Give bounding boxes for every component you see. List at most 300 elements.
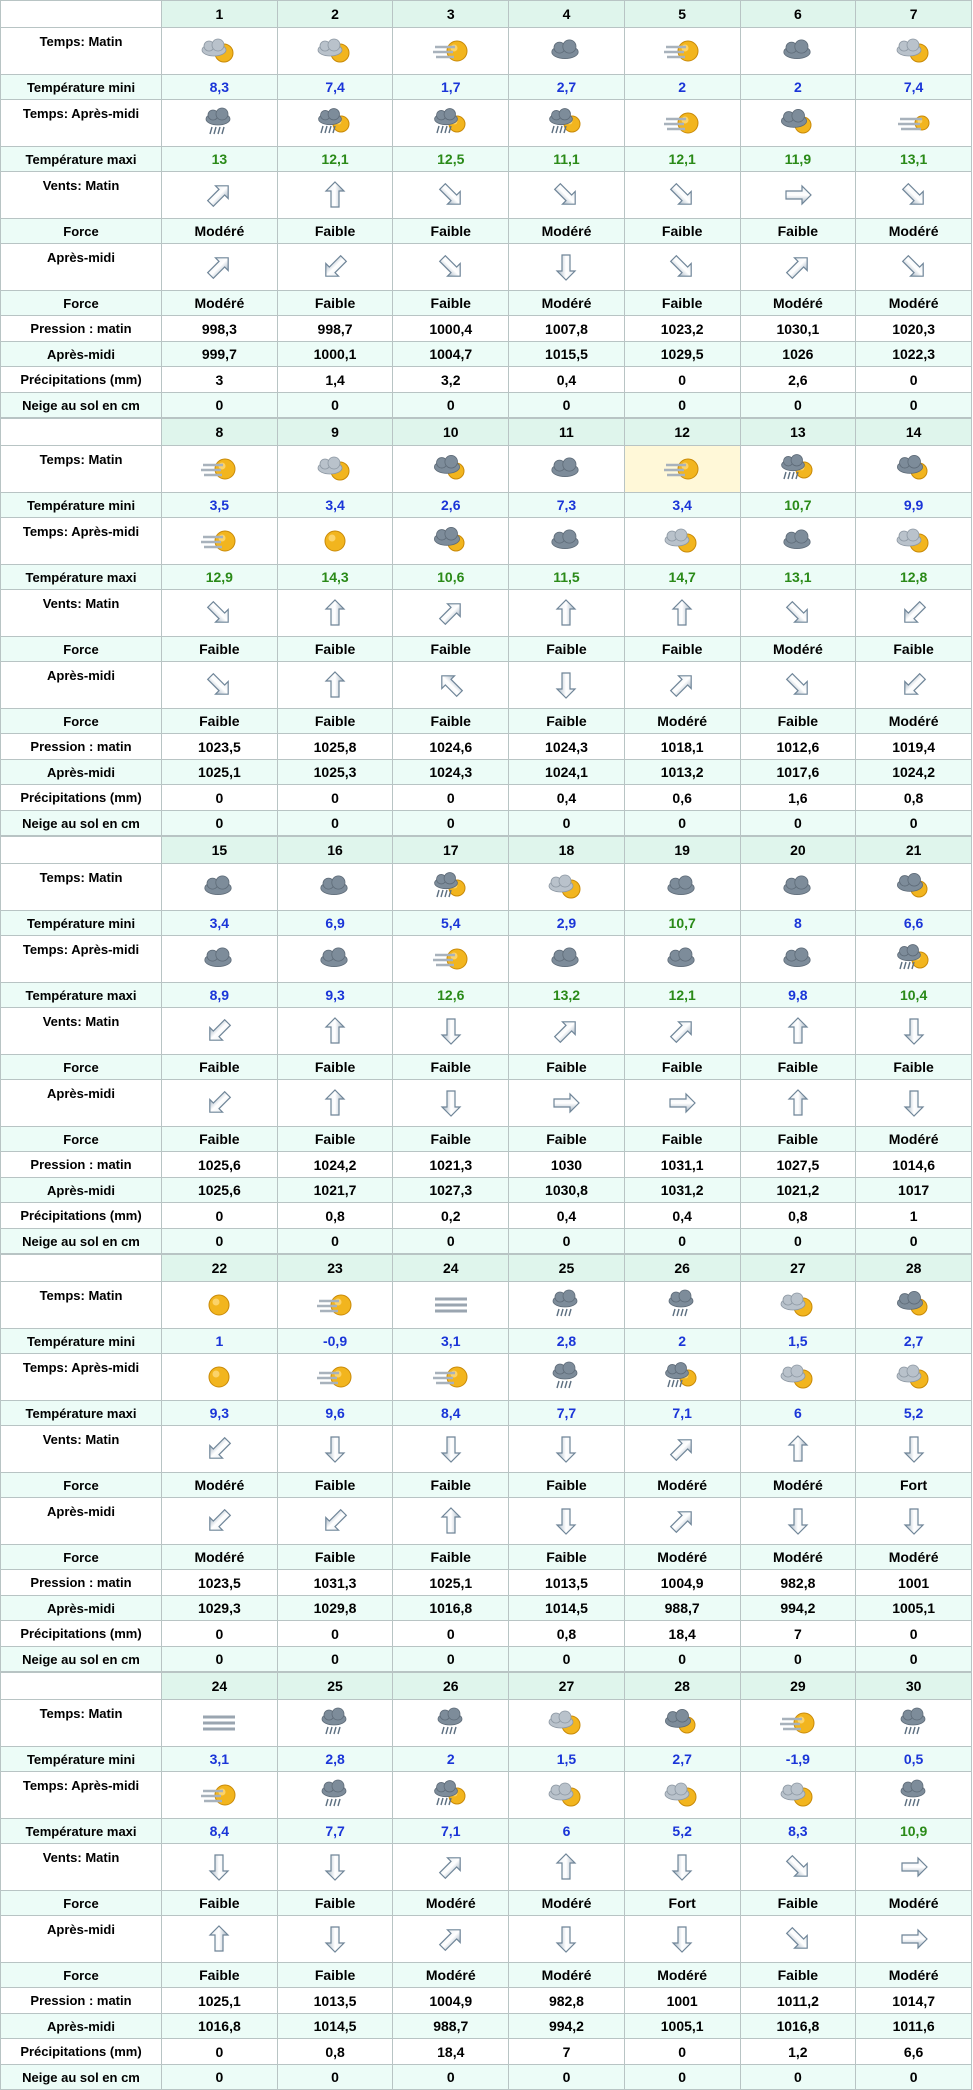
precip-value: 0,8 xyxy=(740,1203,856,1229)
pressure-value: 1023,5 xyxy=(162,734,278,760)
pressure-value: 1022,3 xyxy=(856,342,972,367)
wind-arrow-icon xyxy=(740,1916,856,1963)
week-table xyxy=(0,836,972,1254)
snow-value: 0 xyxy=(509,393,625,418)
fog-weather-icon xyxy=(393,1282,509,1329)
wind-force-value: Fort xyxy=(624,1891,740,1916)
wind-force-value: Modéré xyxy=(856,1545,972,1570)
pressure-value: 1011,2 xyxy=(740,1988,856,2014)
day-number: 4 xyxy=(509,1,625,28)
precip-value: 0,2 xyxy=(393,1203,509,1229)
wind-arrow-icon xyxy=(393,662,509,709)
temp-min-value: 3,1 xyxy=(162,1747,278,1772)
cloud-weather-icon xyxy=(740,518,856,565)
row-label: Température maxi xyxy=(1,1819,162,1844)
temp-max-value: 10,6 xyxy=(393,565,509,590)
snow-value: 0 xyxy=(162,393,278,418)
snow-value: 0 xyxy=(277,1229,393,1254)
wind-arrow-icon xyxy=(393,172,509,219)
pressure-value: 1014,5 xyxy=(509,1596,625,1621)
wind-force-value: Modéré xyxy=(624,1545,740,1570)
row-label: Pression : matin xyxy=(1,1570,162,1596)
temp-max-value: 7,7 xyxy=(509,1401,625,1426)
wind-force-value: Faible xyxy=(277,1055,393,1080)
day-number: 20 xyxy=(740,837,856,864)
wind-arrow-icon xyxy=(740,1080,856,1127)
wind-arrow-icon xyxy=(624,244,740,291)
day-number: 27 xyxy=(740,1255,856,1282)
wind-arrow-icon xyxy=(277,1008,393,1055)
wind-force-value: Faible xyxy=(856,1055,972,1080)
row-label: Après-midi xyxy=(1,760,162,785)
cloud-weather-icon xyxy=(162,864,278,911)
snow-value: 0 xyxy=(509,2065,625,2090)
precip-value: 0 xyxy=(277,1621,393,1647)
precip-value: 0,4 xyxy=(509,785,625,811)
pressure-value: 1025,6 xyxy=(162,1178,278,1203)
snow-value: 0 xyxy=(624,393,740,418)
wind-arrow-icon xyxy=(856,590,972,637)
wind-force-value: Faible xyxy=(277,219,393,244)
temp-min-value: 8,3 xyxy=(162,75,278,100)
wind-arrow-icon xyxy=(509,662,625,709)
snow-value: 0 xyxy=(856,1229,972,1254)
rain-weather-icon xyxy=(162,100,278,147)
wind-force-value: Modéré xyxy=(509,219,625,244)
temp-min-value: 10,7 xyxy=(624,911,740,936)
row-label: Température maxi xyxy=(1,1401,162,1426)
row-label: Vents: Matin xyxy=(1,590,162,637)
row-label: Après-midi xyxy=(1,342,162,367)
pressure-value: 1007,8 xyxy=(509,316,625,342)
sun-cloud-weather-icon xyxy=(277,28,393,75)
pressure-value: 1029,3 xyxy=(162,1596,278,1621)
row-label: Temps: Matin xyxy=(1,28,162,75)
wind-arrow-icon xyxy=(509,1498,625,1545)
rain-sun-weather-icon xyxy=(624,1354,740,1401)
sun-cloud-weather-icon xyxy=(509,1700,625,1747)
sun-mist-weather-icon xyxy=(162,446,278,493)
snow-value: 0 xyxy=(393,2065,509,2090)
pressure-value: 1000,4 xyxy=(393,316,509,342)
row-label: Température mini xyxy=(1,75,162,100)
rain-weather-icon xyxy=(856,1700,972,1747)
week-table xyxy=(0,0,972,418)
temp-max-value: 8,9 xyxy=(162,983,278,1008)
wind-force-value: Faible xyxy=(740,709,856,734)
temp-max-value: 14,3 xyxy=(277,565,393,590)
day-number: 28 xyxy=(856,1255,972,1282)
wind-force-value: Faible xyxy=(162,1891,278,1916)
temp-max-value: 12,1 xyxy=(624,983,740,1008)
temp-min-value: 3,4 xyxy=(277,493,393,518)
day-number: 12 xyxy=(624,419,740,446)
pressure-value: 1024,2 xyxy=(856,760,972,785)
pressure-value: 1019,4 xyxy=(856,734,972,760)
temp-min-value: 2,6 xyxy=(393,493,509,518)
precip-value: 0 xyxy=(162,1203,278,1229)
wind-force-value: Faible xyxy=(509,1473,625,1498)
pressure-value: 1025,8 xyxy=(277,734,393,760)
wind-arrow-icon xyxy=(277,1426,393,1473)
temp-max-value: 9,3 xyxy=(277,983,393,1008)
day-number: 30 xyxy=(856,1673,972,1700)
wind-arrow-icon xyxy=(509,172,625,219)
temp-min-value: 1,5 xyxy=(740,1329,856,1354)
wind-force-value: Modéré xyxy=(509,1963,625,1988)
wind-force-value: Faible xyxy=(509,1055,625,1080)
cloud-sun-weather-icon xyxy=(856,1282,972,1329)
temp-max-value: 8,4 xyxy=(393,1401,509,1426)
snow-value: 0 xyxy=(277,1647,393,1672)
row-label: Temps: Après-midi xyxy=(1,936,162,983)
cloud-weather-icon xyxy=(509,446,625,493)
wind-arrow-icon xyxy=(624,172,740,219)
precip-value: 1,4 xyxy=(277,367,393,393)
pressure-value: 1021,3 xyxy=(393,1152,509,1178)
sun-weather-icon xyxy=(162,1354,278,1401)
pressure-value: 1001 xyxy=(856,1570,972,1596)
wind-arrow-icon xyxy=(740,1498,856,1545)
temp-max-value: 13 xyxy=(162,147,278,172)
wind-arrow-icon xyxy=(509,1426,625,1473)
wind-arrow-icon xyxy=(624,1008,740,1055)
precip-value: 0,8 xyxy=(277,2039,393,2065)
row-label: Temps: Après-midi xyxy=(1,1772,162,1819)
temp-min-value: 2 xyxy=(624,75,740,100)
day-number: 1 xyxy=(162,1,278,28)
sun-mist-weather-icon xyxy=(162,518,278,565)
row-label: Force xyxy=(1,291,162,316)
temp-min-value: 2,7 xyxy=(509,75,625,100)
temp-min-value: 2,7 xyxy=(856,1329,972,1354)
temp-max-value: 10,4 xyxy=(856,983,972,1008)
rain-sun-weather-icon xyxy=(393,100,509,147)
cloud-weather-icon xyxy=(509,518,625,565)
wind-arrow-icon xyxy=(509,1080,625,1127)
snow-value: 0 xyxy=(393,1647,509,1672)
wind-force-value: Faible xyxy=(393,1473,509,1498)
wind-arrow-icon xyxy=(624,590,740,637)
row-label: Après-midi xyxy=(1,1596,162,1621)
row-label: Précipitations (mm) xyxy=(1,1203,162,1229)
precip-value: 3,2 xyxy=(393,367,509,393)
day-number: 24 xyxy=(162,1673,278,1700)
wind-force-value: Faible xyxy=(393,637,509,662)
wind-force-value: Faible xyxy=(624,1055,740,1080)
pressure-value: 1016,8 xyxy=(162,2014,278,2039)
wind-force-value: Faible xyxy=(393,1055,509,1080)
day-number: 25 xyxy=(277,1673,393,1700)
wind-force-value: Faible xyxy=(624,219,740,244)
pressure-value: 1015,5 xyxy=(509,342,625,367)
row-label: Pression : matin xyxy=(1,1988,162,2014)
wind-force-value: Modéré xyxy=(740,637,856,662)
wind-force-value: Faible xyxy=(393,291,509,316)
pressure-value: 1024,2 xyxy=(277,1152,393,1178)
wind-force-value: Faible xyxy=(393,1545,509,1570)
precip-value: 1,6 xyxy=(740,785,856,811)
day-number: 6 xyxy=(740,1,856,28)
wind-arrow-icon xyxy=(740,1844,856,1891)
wind-arrow-icon xyxy=(509,590,625,637)
temp-max-value: 13,1 xyxy=(856,147,972,172)
wind-force-value: Faible xyxy=(856,637,972,662)
temp-max-value: 6 xyxy=(740,1401,856,1426)
wind-arrow-icon xyxy=(856,1498,972,1545)
wind-arrow-icon xyxy=(277,1498,393,1545)
temp-max-value: 10,9 xyxy=(856,1819,972,1844)
wind-force-value: Faible xyxy=(624,291,740,316)
precip-value: 0,4 xyxy=(509,1203,625,1229)
precip-value: 18,4 xyxy=(624,1621,740,1647)
wind-force-value: Faible xyxy=(393,1127,509,1152)
temp-min-value: 2,7 xyxy=(624,1747,740,1772)
wind-force-value: Modéré xyxy=(740,1545,856,1570)
row-label: Force xyxy=(1,1473,162,1498)
sun-mist-weather-icon xyxy=(277,1282,393,1329)
fog-weather-icon xyxy=(162,1700,278,1747)
rain-sun-weather-icon xyxy=(740,446,856,493)
temp-max-value: 5,2 xyxy=(856,1401,972,1426)
sun-cloud-weather-icon xyxy=(856,1354,972,1401)
wind-force-value: Faible xyxy=(162,1055,278,1080)
row-label: Neige au sol en cm xyxy=(1,393,162,418)
pressure-value: 982,8 xyxy=(509,1988,625,2014)
row-label: Température mini xyxy=(1,1747,162,1772)
rain-sun-weather-icon xyxy=(393,864,509,911)
wind-arrow-icon xyxy=(162,1008,278,1055)
day-number: 10 xyxy=(393,419,509,446)
row-label: Précipitations (mm) xyxy=(1,1621,162,1647)
day-number: 25 xyxy=(509,1255,625,1282)
precip-value: 0,6 xyxy=(624,785,740,811)
snow-value: 0 xyxy=(162,1647,278,1672)
wind-arrow-icon xyxy=(162,1916,278,1963)
day-number: 21 xyxy=(856,837,972,864)
wind-force-value: Faible xyxy=(509,709,625,734)
pressure-value: 1011,6 xyxy=(856,2014,972,2039)
pressure-value: 1023,2 xyxy=(624,316,740,342)
precip-value: 0 xyxy=(162,2039,278,2065)
cloud-weather-icon xyxy=(509,936,625,983)
row-label: Temps: Matin xyxy=(1,1282,162,1329)
snow-value: 0 xyxy=(856,393,972,418)
cloud-weather-icon xyxy=(277,864,393,911)
pressure-value: 1030,8 xyxy=(509,1178,625,1203)
corner-cell xyxy=(1,1,162,28)
cloud-weather-icon xyxy=(624,864,740,911)
pressure-value: 1024,6 xyxy=(393,734,509,760)
row-label: Temps: Matin xyxy=(1,1700,162,1747)
temp-max-value: 5,2 xyxy=(624,1819,740,1844)
wind-arrow-icon xyxy=(277,1844,393,1891)
wind-force-value: Faible xyxy=(277,709,393,734)
cloud-weather-icon xyxy=(509,28,625,75)
sun-weather-icon xyxy=(162,1282,278,1329)
rain-weather-icon xyxy=(509,1354,625,1401)
day-number: 26 xyxy=(624,1255,740,1282)
wind-force-value: Modéré xyxy=(856,709,972,734)
wind-force-value: Faible xyxy=(740,1055,856,1080)
wind-arrow-icon xyxy=(624,1426,740,1473)
temp-max-value: 9,6 xyxy=(277,1401,393,1426)
wind-force-value: Faible xyxy=(162,1127,278,1152)
pressure-value: 1005,1 xyxy=(856,1596,972,1621)
temp-min-value: 2,8 xyxy=(277,1747,393,1772)
wind-arrow-icon xyxy=(393,1426,509,1473)
wind-arrow-icon xyxy=(393,1844,509,1891)
wind-arrow-icon xyxy=(162,1498,278,1545)
temp-max-value: 7,1 xyxy=(624,1401,740,1426)
temp-max-value: 7,1 xyxy=(393,1819,509,1844)
wind-arrow-icon xyxy=(393,244,509,291)
temp-max-value: 11,5 xyxy=(509,565,625,590)
row-label: Neige au sol en cm xyxy=(1,1647,162,1672)
row-label: Force xyxy=(1,637,162,662)
day-number: 22 xyxy=(162,1255,278,1282)
pressure-value: 994,2 xyxy=(509,2014,625,2039)
temp-min-value: 2,8 xyxy=(509,1329,625,1354)
wind-force-value: Faible xyxy=(393,219,509,244)
sun-cloud-weather-icon xyxy=(856,28,972,75)
wind-force-value: Faible xyxy=(509,1127,625,1152)
precip-value: 7 xyxy=(740,1621,856,1647)
snow-value: 0 xyxy=(624,1229,740,1254)
temp-min-value: 1 xyxy=(162,1329,278,1354)
day-number: 11 xyxy=(509,419,625,446)
pressure-value: 1027,3 xyxy=(393,1178,509,1203)
day-number: 2 xyxy=(277,1,393,28)
rain-sun-weather-icon xyxy=(393,1772,509,1819)
sun-cloud-weather-icon xyxy=(277,446,393,493)
pressure-value: 1030,1 xyxy=(740,316,856,342)
temp-max-value: 12,1 xyxy=(624,147,740,172)
pressure-value: 1013,5 xyxy=(509,1570,625,1596)
snow-value: 0 xyxy=(162,811,278,836)
snow-value: 0 xyxy=(509,1647,625,1672)
pressure-value: 1013,2 xyxy=(624,760,740,785)
cloud-sun-weather-icon xyxy=(624,1700,740,1747)
temp-min-value: 5,4 xyxy=(393,911,509,936)
row-label: Après-midi xyxy=(1,1498,162,1545)
day-number: 18 xyxy=(509,837,625,864)
day-number: 23 xyxy=(277,1255,393,1282)
temp-min-value: 7,4 xyxy=(277,75,393,100)
pressure-value: 998,3 xyxy=(162,316,278,342)
row-label: Force xyxy=(1,1963,162,1988)
pressure-value: 1012,6 xyxy=(740,734,856,760)
sun-mist-weather-icon xyxy=(393,936,509,983)
row-label: Température mini xyxy=(1,493,162,518)
rain-weather-icon xyxy=(393,1700,509,1747)
wind-arrow-icon xyxy=(856,662,972,709)
temp-min-value: 9,9 xyxy=(856,493,972,518)
rain-weather-icon xyxy=(509,1282,625,1329)
day-number: 5 xyxy=(624,1,740,28)
wind-arrow-icon xyxy=(624,1080,740,1127)
precip-value: 0 xyxy=(856,367,972,393)
wind-force-value: Modéré xyxy=(624,1473,740,1498)
snow-value: 0 xyxy=(740,1647,856,1672)
temp-min-value: 3,4 xyxy=(624,493,740,518)
snow-value: 0 xyxy=(277,811,393,836)
wind-arrow-icon xyxy=(277,244,393,291)
temp-max-value: 8,3 xyxy=(740,1819,856,1844)
row-label: Après-midi xyxy=(1,244,162,291)
precip-value: 7 xyxy=(509,2039,625,2065)
day-number: 19 xyxy=(624,837,740,864)
temp-min-value: 2,9 xyxy=(509,911,625,936)
pressure-value: 1005,1 xyxy=(624,2014,740,2039)
temp-min-value: 1,5 xyxy=(509,1747,625,1772)
temp-max-value: 12,1 xyxy=(277,147,393,172)
temp-max-value: 12,8 xyxy=(856,565,972,590)
day-number: 3 xyxy=(393,1,509,28)
pressure-value: 1016,8 xyxy=(740,2014,856,2039)
wind-force-value: Faible xyxy=(162,709,278,734)
wind-force-value: Modéré xyxy=(162,1545,278,1570)
wind-arrow-icon xyxy=(162,1080,278,1127)
wind-force-value: Modéré xyxy=(162,291,278,316)
wind-arrow-icon xyxy=(277,172,393,219)
row-label: Force xyxy=(1,1127,162,1152)
wind-force-value: Faible xyxy=(277,1545,393,1570)
wind-force-value: Modéré xyxy=(393,1891,509,1916)
wind-arrow-icon xyxy=(277,662,393,709)
wind-arrow-icon xyxy=(393,1080,509,1127)
wind-force-value: Faible xyxy=(740,1963,856,1988)
wind-force-value: Modéré xyxy=(856,1891,972,1916)
rain-sun-weather-icon xyxy=(856,936,972,983)
temp-min-value: -0,9 xyxy=(277,1329,393,1354)
row-label: Force xyxy=(1,1055,162,1080)
row-label: Force xyxy=(1,709,162,734)
temp-max-value: 7,7 xyxy=(277,1819,393,1844)
cloud-weather-icon xyxy=(740,936,856,983)
wind-force-value: Faible xyxy=(509,1545,625,1570)
wind-arrow-icon xyxy=(856,1080,972,1127)
cloud-weather-icon xyxy=(162,936,278,983)
cloud-weather-icon xyxy=(277,936,393,983)
sun-cloud-weather-icon xyxy=(509,1772,625,1819)
wind-arrow-icon xyxy=(509,1008,625,1055)
pressure-value: 1026 xyxy=(740,342,856,367)
pressure-value: 1004,7 xyxy=(393,342,509,367)
row-label: Après-midi xyxy=(1,662,162,709)
snow-value: 0 xyxy=(624,1647,740,1672)
snow-value: 0 xyxy=(856,2065,972,2090)
sun-cloud-weather-icon xyxy=(509,864,625,911)
week-table xyxy=(0,1672,972,2090)
pressure-value: 1029,8 xyxy=(277,1596,393,1621)
precip-value: 0 xyxy=(393,785,509,811)
wind-arrow-icon xyxy=(509,244,625,291)
wind-arrow-icon xyxy=(162,662,278,709)
precip-value: 0 xyxy=(393,1621,509,1647)
pressure-value: 1025,1 xyxy=(162,760,278,785)
sun-cloud-weather-icon xyxy=(624,518,740,565)
day-number: 26 xyxy=(393,1673,509,1700)
wind-force-value: Modéré xyxy=(856,1127,972,1152)
corner-cell xyxy=(1,1255,162,1282)
row-label: Température mini xyxy=(1,911,162,936)
wind-arrow-icon xyxy=(162,590,278,637)
temp-min-value: 2 xyxy=(393,1747,509,1772)
rain-sun-weather-icon xyxy=(277,100,393,147)
rain-weather-icon xyxy=(856,1772,972,1819)
row-label: Précipitations (mm) xyxy=(1,2039,162,2065)
